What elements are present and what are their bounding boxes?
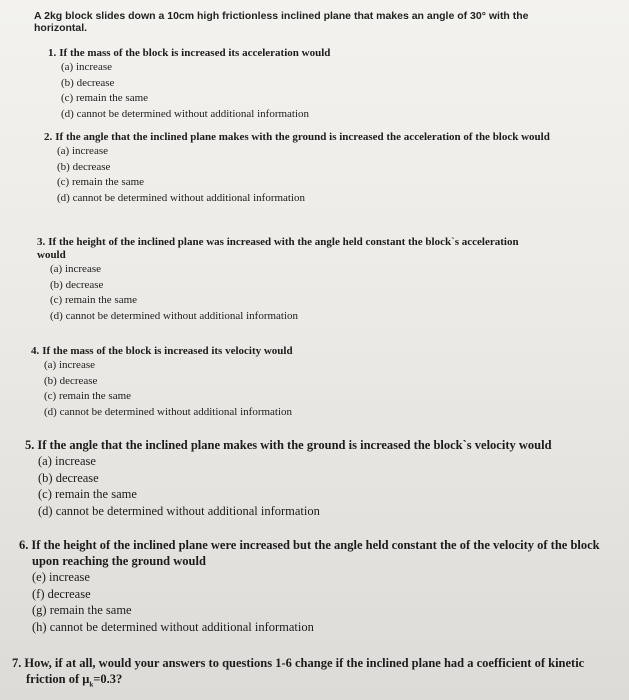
question-number: 7.: [12, 656, 22, 670]
option-h: (h) cannot be determined without additional information: [32, 619, 314, 634]
question-text: If the mass of the block is increased its velocity would: [42, 345, 293, 357]
problem-intro: A 2kg block slides down a 10cm high frictionless inclined plane that makes an angle of 30° with the horizontal.: [34, 10, 529, 34]
question-3: [37, 236, 537, 324]
question-text: If the angle that the inclined plane makes with the ground is increased the acceleration of the block would: [55, 131, 550, 143]
option-g: (g) remain the same: [32, 603, 132, 617]
option-a: (a) increase: [50, 263, 101, 275]
option-a: (a) increase: [57, 145, 108, 157]
question-number: 5.: [25, 438, 35, 452]
question-text: How, if at all, would your answers to questions 1-6 change if the inclined plane had a coefficient of kinetic friction of μ: [24, 656, 585, 686]
option-c: (c) remain the same: [38, 487, 137, 501]
question-7: [12, 655, 612, 693]
question-number: 3.: [37, 236, 46, 248]
option-b: (b) decrease: [61, 76, 115, 89]
question-number: 4.: [31, 345, 40, 357]
option-c: (c) remain the same: [50, 294, 138, 307]
question-5: [25, 437, 615, 519]
question-4: [31, 345, 601, 420]
question-number: 2.: [44, 131, 53, 143]
option-b: (b) decrease: [44, 374, 98, 387]
question-text: If the height of the inclined plane was increased with the angle held constant the block`s acceleration would: [37, 236, 519, 261]
option-f: (f) decrease: [32, 586, 91, 601]
option-d: (d) cannot be determined without additional information: [44, 405, 293, 418]
option-c: (c) remain the same: [61, 92, 149, 105]
question-number: 6.: [19, 538, 29, 552]
option-a: (a) increase: [61, 61, 112, 73]
question-1: [48, 47, 618, 122]
question-number: 1.: [48, 47, 57, 59]
question-6: [19, 537, 614, 635]
friction-subscript: k: [89, 680, 94, 689]
option-b: (b) decrease: [50, 278, 104, 291]
option-b: (b) decrease: [38, 470, 99, 485]
option-d: (d) cannot be determined without additional information: [61, 107, 310, 120]
option-a: (a) increase: [38, 454, 96, 468]
option-d: (d) cannot be determined without additional information: [50, 309, 299, 322]
question-text: If the mass of the block is increased its acceleration would: [59, 47, 331, 59]
question-text: If the height of the inclined plane were increased but the angle held constant the of the velocity of the block upon reaching the ground would: [31, 538, 600, 568]
option-c: (c) remain the same: [44, 390, 132, 403]
question-text-end: =0.3?: [93, 672, 123, 686]
option-e: (e) increase: [32, 570, 90, 584]
option-b: (b) decrease: [57, 160, 111, 173]
option-d: (d) cannot be determined without additional information: [57, 191, 306, 204]
question-2: [44, 131, 574, 206]
option-c: (c) remain the same: [57, 176, 145, 189]
option-a: (a) increase: [44, 359, 95, 371]
question-text: If the angle that the inclined plane makes with the ground is increased the block`s velocity would: [37, 438, 552, 452]
option-d: (d) cannot be determined without additional information: [38, 503, 320, 518]
